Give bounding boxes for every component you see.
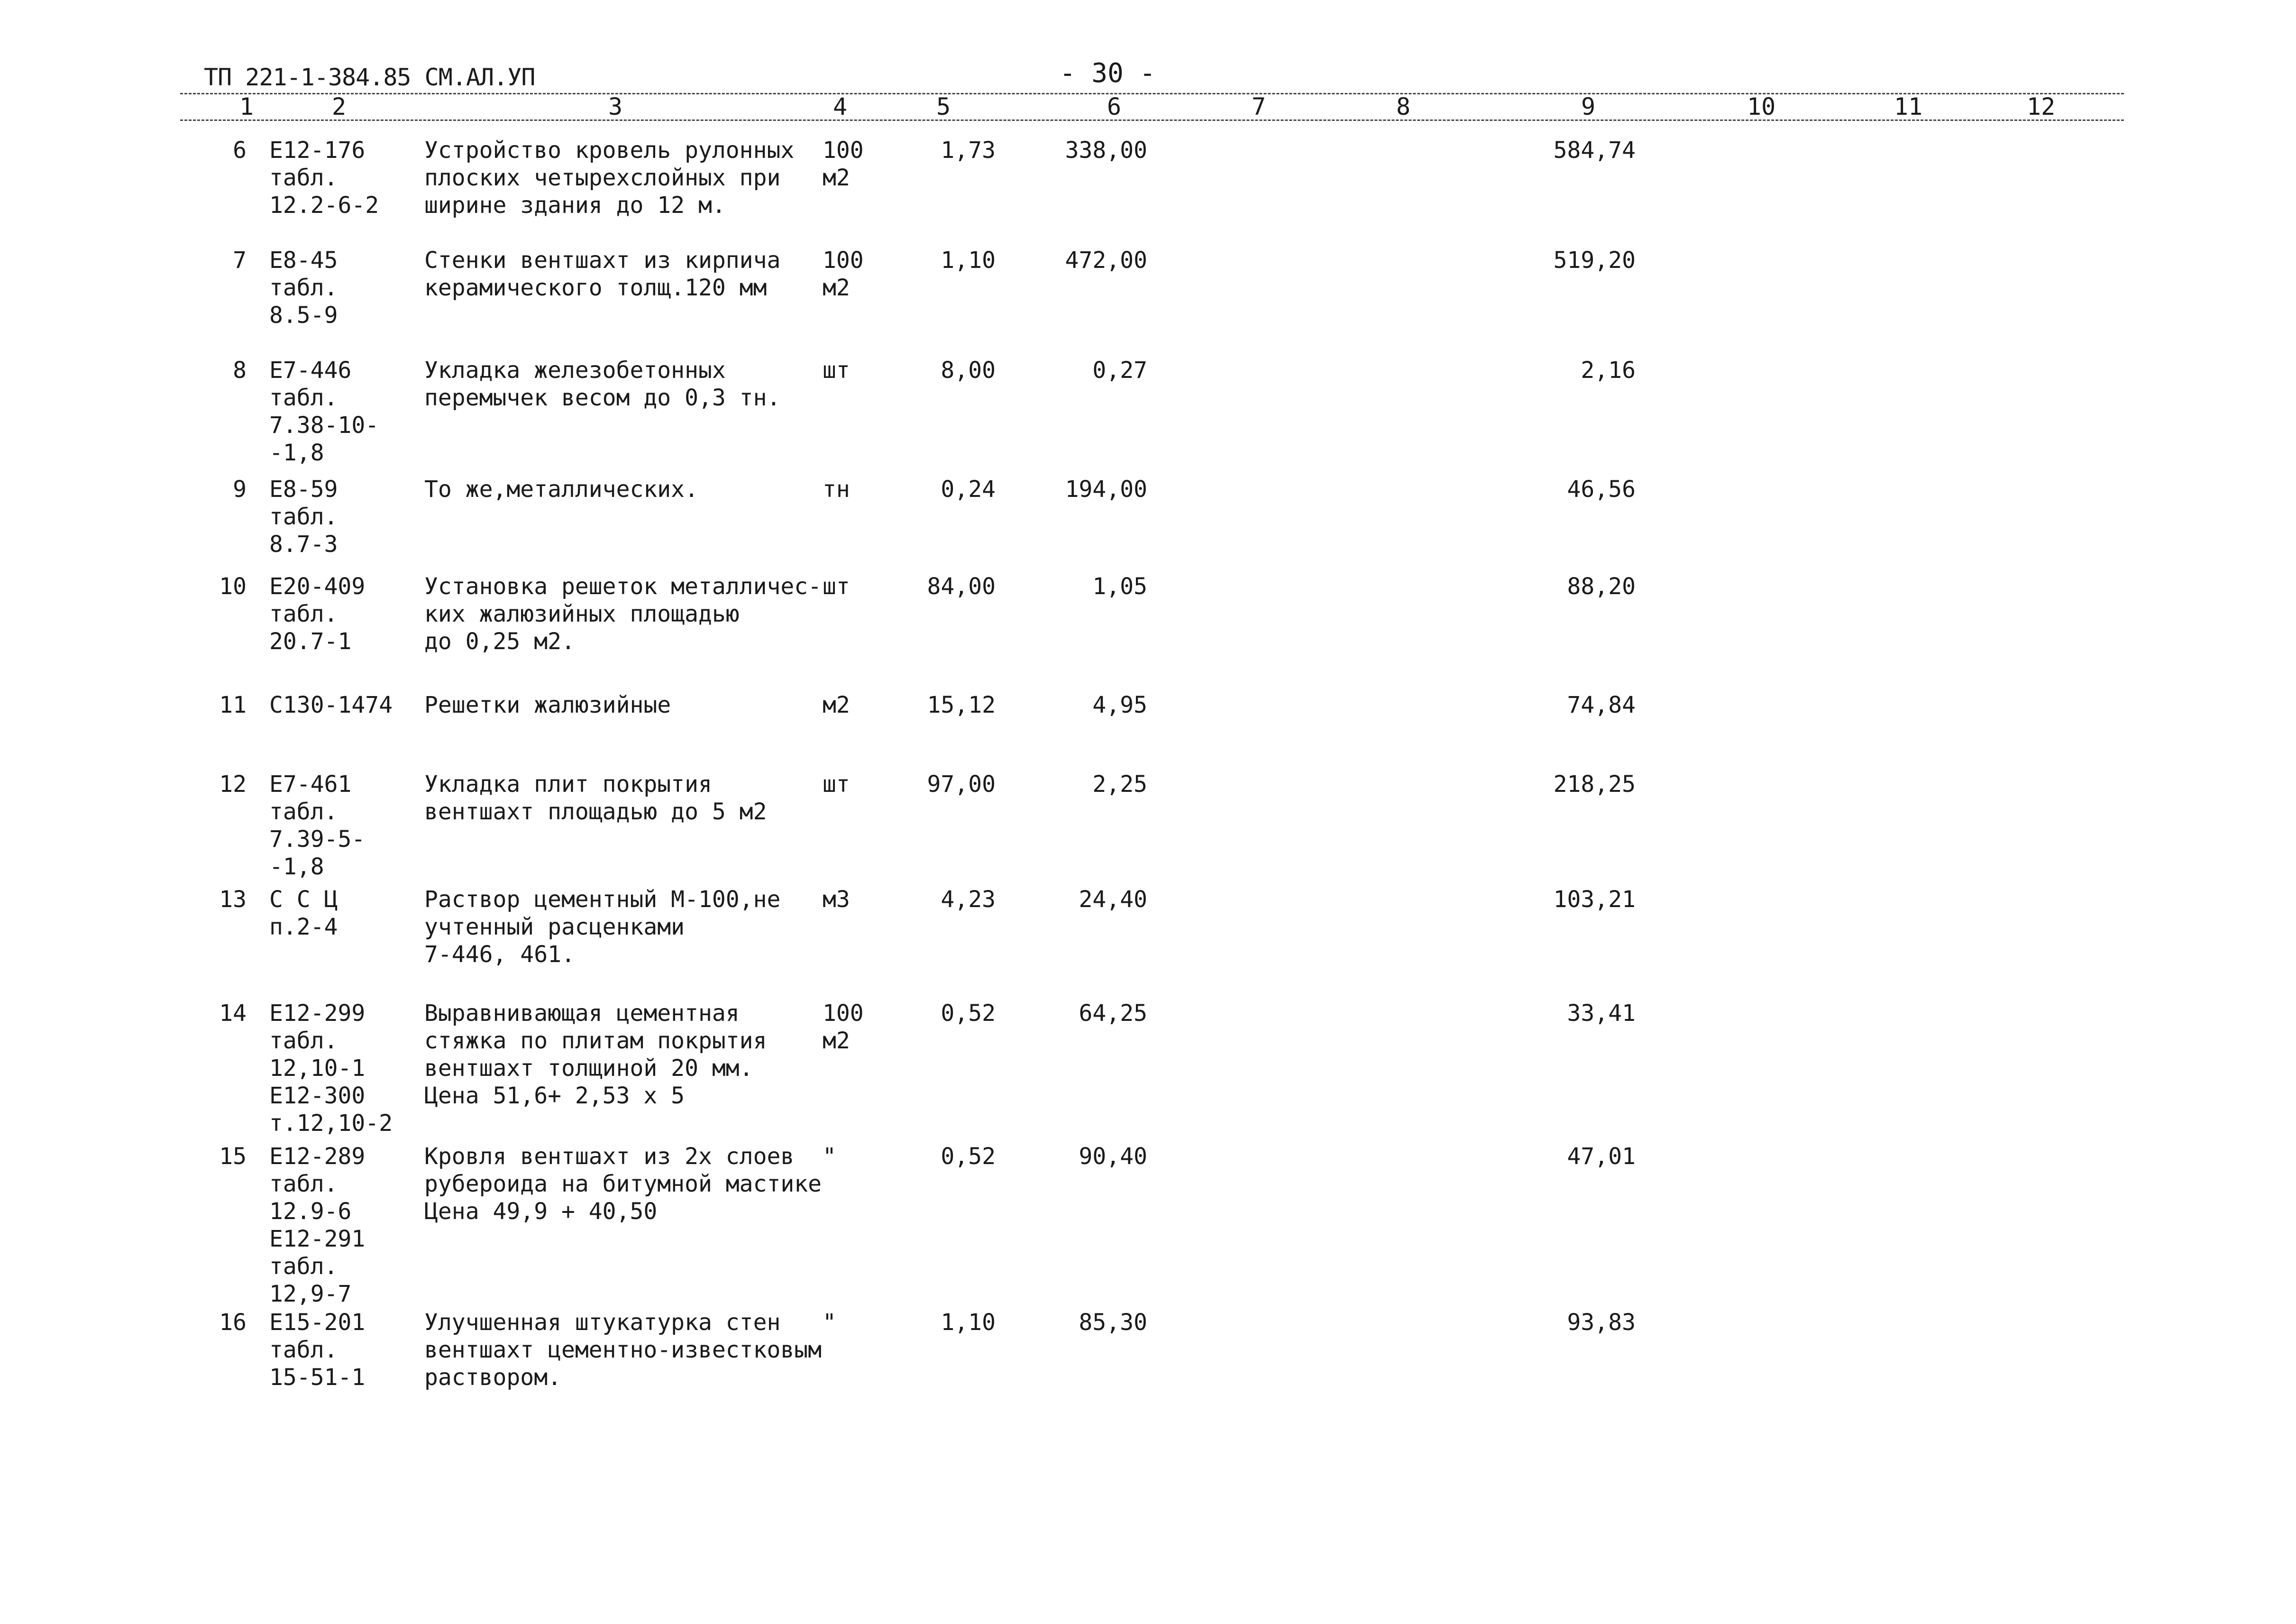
norm-code: Е8-45 табл. 8.5-9 — [269, 247, 338, 329]
quantity: 1,10 — [941, 247, 996, 274]
column-number-3: 3 — [608, 93, 623, 120]
total-cost: 33,41 — [1567, 1000, 1636, 1027]
quantity: 15,12 — [927, 692, 996, 718]
work-description: Раствор цементный М-100,не учтенный расценками 7-446, 461. — [424, 886, 781, 968]
row-number: 12 — [219, 771, 247, 798]
column-number-11: 11 — [1894, 93, 1923, 120]
total-cost: 2,16 — [1581, 357, 1636, 384]
norm-code: Е12-299 табл. 12,10-1 Е12-300 т.12,10-2 — [269, 1000, 393, 1137]
row-number: 14 — [219, 1000, 247, 1027]
norm-code: Е8-59 табл. 8.7-3 — [269, 476, 338, 558]
work-description: Стенки вентшахт из кирпича керамического толщ.120 мм — [424, 247, 781, 301]
column-number-4: 4 — [833, 93, 848, 120]
work-description: Укладка плит покрытия вентшахт площадью до 5 м2 — [424, 771, 767, 825]
norm-code: Е7-461 табл. 7.39-5- -1,8 — [269, 771, 366, 880]
total-cost: 88,20 — [1567, 573, 1636, 600]
page-number: - 30 - — [1060, 58, 1156, 89]
total-cost: 47,01 — [1567, 1143, 1636, 1170]
norm-code: С С Ц п.2-4 — [269, 886, 338, 940]
unit-price: 0,27 — [1092, 357, 1147, 384]
total-cost: 218,25 — [1553, 771, 1636, 798]
unit: 100 м2 — [823, 247, 864, 301]
column-number-10: 10 — [1747, 93, 1776, 120]
row-number: 11 — [219, 692, 247, 718]
quantity: 84,00 — [927, 573, 996, 600]
work-description: Решетки жалюзийные — [424, 692, 671, 718]
norm-code: Е15-201 табл. 15-51-1 — [269, 1309, 366, 1391]
unit-price: 2,25 — [1092, 771, 1147, 798]
quantity: 0,52 — [941, 1000, 996, 1027]
column-number-5: 5 — [936, 93, 951, 120]
work-description: Установка решеток металличес- ких жалюзийных площадью до 0,25 м2. — [424, 573, 822, 655]
norm-code: Е7-446 табл. 7.38-10- -1,8 — [269, 357, 379, 466]
row-number: 15 — [219, 1143, 247, 1170]
unit-price: 90,40 — [1079, 1143, 1147, 1170]
total-cost: 46,56 — [1567, 476, 1636, 503]
row-number: 7 — [233, 247, 247, 274]
unit: шт — [823, 357, 850, 384]
unit: 100 м2 — [823, 137, 864, 191]
quantity: 97,00 — [927, 771, 996, 798]
total-cost: 103,21 — [1553, 886, 1636, 913]
quantity: 4,23 — [941, 886, 996, 913]
quantity: 1,73 — [941, 137, 996, 164]
total-cost: 93,83 — [1567, 1309, 1636, 1336]
column-number-6: 6 — [1107, 93, 1122, 120]
unit-price: 194,00 — [1065, 476, 1147, 503]
unit: шт — [823, 573, 850, 600]
row-number: 8 — [233, 357, 247, 384]
work-description: Кровля вентшахт из 2х слоев рубероида на битумной мастике Цена 49,9 + 40,50 — [424, 1143, 822, 1225]
unit: шт — [823, 771, 850, 798]
norm-code: Е12-176 табл. 12.2-6-2 — [269, 137, 379, 219]
column-number-7: 7 — [1252, 93, 1266, 120]
column-number-1: 1 — [239, 93, 254, 120]
unit: 100 м2 — [823, 1000, 864, 1054]
row-number: 13 — [219, 886, 247, 913]
column-number-8: 8 — [1396, 93, 1411, 120]
document-code: ТП 221-1-384.85 СМ.АЛ.УП — [204, 64, 535, 91]
norm-code: Е20-409 табл. 20.7-1 — [269, 573, 366, 655]
header-rule-bottom — [180, 119, 2124, 121]
work-description: То же,металлических. — [424, 476, 698, 503]
norm-code: С130-1474 — [269, 692, 393, 718]
unit: " — [823, 1143, 836, 1170]
work-description: Устройство кровель рулонных плоских четырехслойных при ширине здания до 12 м. — [424, 137, 795, 219]
row-number: 10 — [219, 573, 247, 600]
column-number-2: 2 — [332, 93, 347, 120]
row-number: 16 — [219, 1309, 247, 1336]
work-description: Укладка железобетонных перемычек весом до 0,3 тн. — [424, 357, 781, 411]
total-cost: 584,74 — [1553, 137, 1636, 164]
header-rule-top — [180, 93, 2124, 94]
unit-price: 4,95 — [1092, 692, 1147, 718]
quantity: 1,10 — [941, 1309, 996, 1336]
work-description: Улучшенная штукатурка стен вентшахт цементно-известковым раствором. — [424, 1309, 822, 1391]
row-number: 6 — [233, 137, 247, 164]
unit: м3 — [823, 886, 850, 913]
unit-price: 338,00 — [1065, 137, 1147, 164]
column-number-9: 9 — [1581, 93, 1596, 120]
unit-price: 24,40 — [1079, 886, 1147, 913]
unit: " — [823, 1309, 836, 1336]
quantity: 0,24 — [941, 476, 996, 503]
unit-price: 64,25 — [1079, 1000, 1147, 1027]
total-cost: 519,20 — [1553, 247, 1636, 274]
total-cost: 74,84 — [1567, 692, 1636, 718]
work-description: Выравнивающая цементная стяжка по плитам покрытия вентшахт толщиной 20 мм. Цена 51,6+ 2,53 х 5 — [424, 1000, 767, 1109]
quantity: 8,00 — [941, 357, 996, 384]
column-number-12: 12 — [2027, 93, 2056, 120]
unit-price: 85,30 — [1079, 1309, 1147, 1336]
unit-price: 472,00 — [1065, 247, 1147, 274]
unit: тн — [823, 476, 850, 503]
row-number: 9 — [233, 476, 247, 503]
unit-price: 1,05 — [1092, 573, 1147, 600]
quantity: 0,52 — [941, 1143, 996, 1170]
norm-code: Е12-289 табл. 12.9-6 Е12-291 табл. 12,9-7 — [269, 1143, 366, 1307]
unit: м2 — [823, 692, 850, 718]
